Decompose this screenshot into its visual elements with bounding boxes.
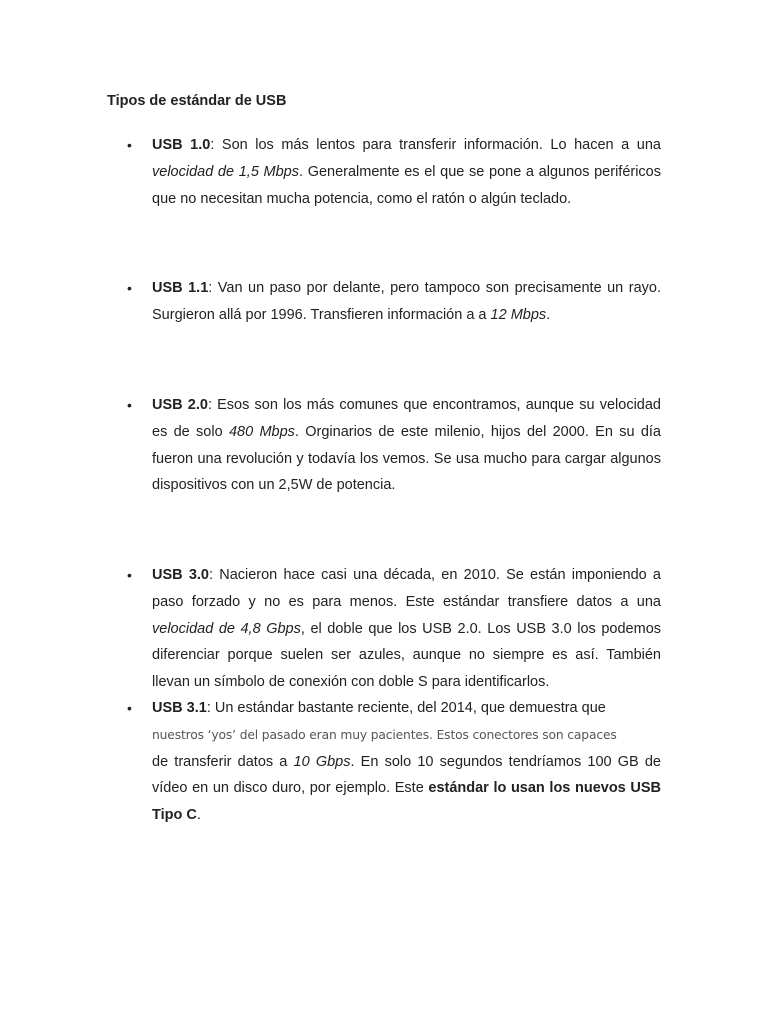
item-text: . (196, 807, 201, 824)
item-text: . En solo 10 segundos tendríamos 100 GB de vídeo en un disco duro, por ejemplo. Este (152, 753, 661, 797)
list-item-usb-1-1 (127, 275, 661, 329)
item-speed: velocidad de 1,5 Mbps (152, 163, 299, 180)
item-text: . (546, 306, 551, 323)
item-text: , el doble que los USB 2.0. Los USB 3.0 los podemos diferenciar porque suelen ser azules, aunque no siempre es así. También llevan un símbolo de conexión con doble S para identificarlos. (152, 620, 662, 691)
item-text: : Nacieron hace casi una década, en 2010. Se están imponiendo a paso forzado y no es para menos. Este estándar transfiere datos a una (152, 567, 661, 610)
list-item-usb-3-0 (127, 562, 662, 696)
item-text: . Generalmente es el que se pone a algunos periféricos que no necesitan mucha potencia, como el ratón o algún teclado. (152, 163, 661, 207)
item-text: . Orginarios de este milenio, hijos del 2000. En su día fueron una revolución y todavía los vemos. Se usa mucho para cargar algunos dispositivos con un 2,5W de potencia. (152, 423, 661, 494)
item-speed: velocidad de 4,8 Gbps (152, 620, 301, 637)
bullet-icon: • (127, 700, 132, 716)
item-bold-text: estándar lo usan los nuevos USB Tipo C (152, 780, 661, 824)
bullet-icon: • (127, 137, 132, 153)
item-heading: USB 1.1 (152, 280, 209, 296)
item-heading: USB 3.1 (152, 700, 207, 716)
item-text: : Un estándar bastante reciente, del 2014, que demuestra que (206, 700, 606, 716)
bullet-icon: • (127, 567, 132, 583)
item-heading: USB 1.0 (152, 137, 211, 153)
list-item-usb-3-1 (127, 695, 661, 829)
item-text: : Son los más lentos para transferir información. Lo hacen a una (210, 137, 661, 153)
item-text: : Van un paso por delante, pero tampoco son precisamente un rayo. Surgieron allá por 1996. Transfieren información a a (152, 280, 661, 323)
item-heading: USB 2.0 (152, 397, 208, 413)
document-title: Tipos de estándar de USB (107, 93, 287, 109)
item-text: : Esos son los más comunes que encontramos, aunque su velocidad es de solo (152, 397, 661, 440)
item-speed: 12 Mbps (490, 306, 547, 323)
item-text: de transferir datos a (152, 753, 294, 770)
item-text-alt-font: nuestros ‘yos’ del pasado eran muy pacientes. Estos conectores son capaces (152, 727, 617, 742)
list-item-usb-2-0 (127, 392, 661, 499)
item-speed: 480 Mbps (228, 423, 295, 440)
item-heading: USB 3.0 (152, 567, 209, 583)
bullet-icon: • (127, 397, 132, 413)
bullet-icon: • (127, 280, 132, 296)
list-item-usb-1-0 (127, 132, 661, 212)
item-speed: 10 Gbps (293, 753, 351, 770)
